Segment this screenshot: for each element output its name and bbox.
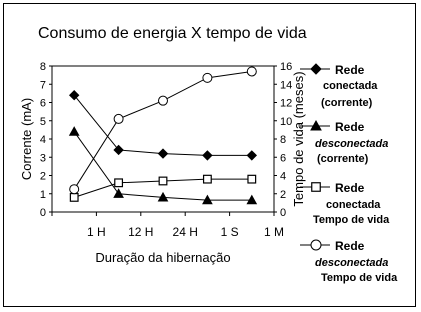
right-tick-label: 0 [280,207,287,219]
series-3-point [115,179,123,187]
left-tick-label: 8 [39,61,46,73]
legend-label: Rede [335,120,365,134]
left-tick-label: 7 [39,79,46,92]
series-2-line [74,132,252,200]
right-tick-label: 4 [280,170,287,183]
x-tick-label: 1 M [263,225,285,239]
left-tick-label: 2 [39,170,46,183]
series-3-point [204,175,212,183]
left-tick-label: 0 [39,207,46,219]
legend-entry-1 [300,63,378,109]
right-axis-ticks [274,61,292,219]
series-2-point [114,189,123,197]
series-1-point [159,149,168,158]
x-axis-ticks [52,212,284,239]
series-4-point [70,185,79,194]
series-1-point [247,151,256,160]
left-tick-label: 6 [39,97,46,110]
series-3-point [248,175,256,183]
right-tick-label: 16 [280,61,293,73]
legend-label: (corrente) [321,97,373,109]
legend-label: (corrente) [317,153,369,165]
plot-area [52,66,274,212]
x-tick-label: 12 H [128,225,154,239]
y-axis-label-left: Corrente (mA) [19,97,34,181]
left-tick-label: 1 [39,188,46,201]
series-4 [70,67,257,194]
legend-marker [312,183,321,192]
legend-entry-3 [300,181,390,226]
legend-label: Rede [335,239,365,253]
legend-label: desconectada [315,257,389,269]
y-axis-label-right: Tempo de vida (meses) [291,71,306,207]
x-tick-label: 1 H [87,225,106,239]
series-4-point [203,73,212,82]
chart-title: Consumo de energia X tempo de vida [38,25,307,42]
left-axis-ticks [40,61,52,219]
legend-label: Rede [335,63,365,77]
series-4-point [159,96,168,105]
left-tick-label: 3 [39,152,46,165]
legend-label: Tempo de vida [313,214,390,226]
left-tick-label: 4 [39,134,46,146]
legend [300,63,398,284]
legend-marker [311,64,321,74]
x-tick-label: 24 H [172,225,198,239]
legend-entry-4 [300,239,398,284]
right-tick-label: 8 [280,134,287,146]
legend-label: Rede [335,181,365,195]
right-tick-label: 12 [280,97,293,110]
series-3-point [70,194,78,202]
left-tick-label: 5 [39,115,46,128]
series-1-point [203,151,212,160]
series-layer [70,67,257,204]
legend-marker [311,240,321,250]
right-tick-label: 6 [280,152,287,165]
legend-label: conectada [326,199,381,211]
series-4-line [74,71,252,189]
legend-entry-2 [300,120,388,165]
legend-label: conectada [323,80,378,92]
legend-label: desconectada [315,138,389,150]
x-axis-label: Duração da hibernação [95,250,231,265]
series-4-point [114,114,123,123]
series-2 [70,127,257,204]
right-tick-label: 10 [280,115,293,128]
series-2-point [70,127,79,135]
right-tick-label: 2 [280,188,287,201]
x-tick-label: 1 S [220,225,239,239]
series-4-point [247,67,256,76]
legend-label: Tempo de vida [321,272,398,284]
series-3-point [159,177,167,185]
right-tick-label: 14 [280,79,293,92]
